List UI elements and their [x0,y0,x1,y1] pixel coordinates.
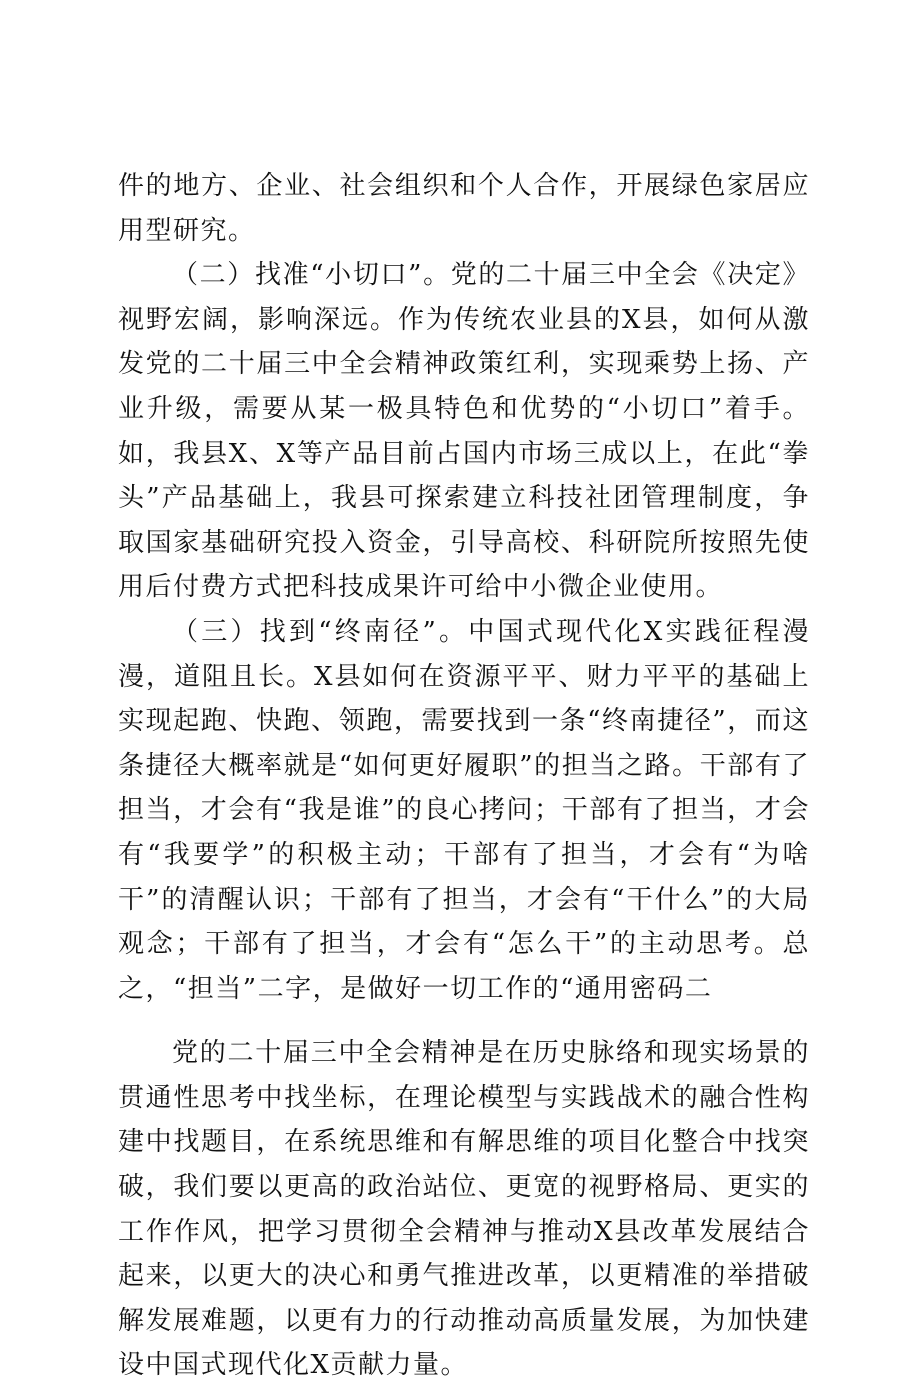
paragraph-conclusion: 党的二十届三中全会精神是在历史脉络和现实场景的贯通性思考中找坐标，在理论模型与实践战术的融合性构建中找题目，在系统思维和有解思维的项目化整合中找突破，我们要以更高的政治站位、更宽的视野格局、更实的工作作风，把学习贯彻全会精神与推动X县改革发展结合起来，以更大的决心和勇气推进改革，以更精准的举措破解发展难题，以更有力的行动推动高质量发展，为加快建设中国式现代化X贡献力量。 [118,1038,810,1381]
paragraph-small-entry-point: （二）找准“小切口”。党的二十届三中全会《决定》视野宏阔，影响深远。作为传统农业县的X县，如何从激发党的二十届三中全会精神政策红利，实现乘势上扬、产业升级，需要从某一极具特色和优势的“小切口”着手。如，我县X、X等产品目前占国内市场三成以上，在此“拳头”产品基础上，我县可探索建立科技社团管理制度，争取国家基础研究投入资金，引导高校、科研院所按照先使用后付费方式把科技成果许可给中小微企业使用。 [118,260,810,603]
document-body [118,164,810,1388]
paragraph-shortcut: （三）找到“终南径”。中国式现代化X实践征程漫漫，道阻且长。X县如何在资源平平、财力平平的基础上实现起跑、快跑、领跑，需要找到一条“终南捷径”，而这条捷径大概率就是“如何更好履职”的担当之路。干部有了担当，才会有“我是谁”的良心拷问；干部有了担当，才会有“我要学”的积极主动；干部有了担当，才会有“为啥干”的清醒认识；干部有了担当，才会有“干什么”的大局观念；干部有了担当，才会有“怎么干”的主动思考。总之，“担当”二字，是做好一切工作的“通用密码二 [118,616,810,1004]
paragraph-continuation: 件的地方、企业、社会组织和个人合作，开展绿色家居应用型研究。 [118,171,810,246]
